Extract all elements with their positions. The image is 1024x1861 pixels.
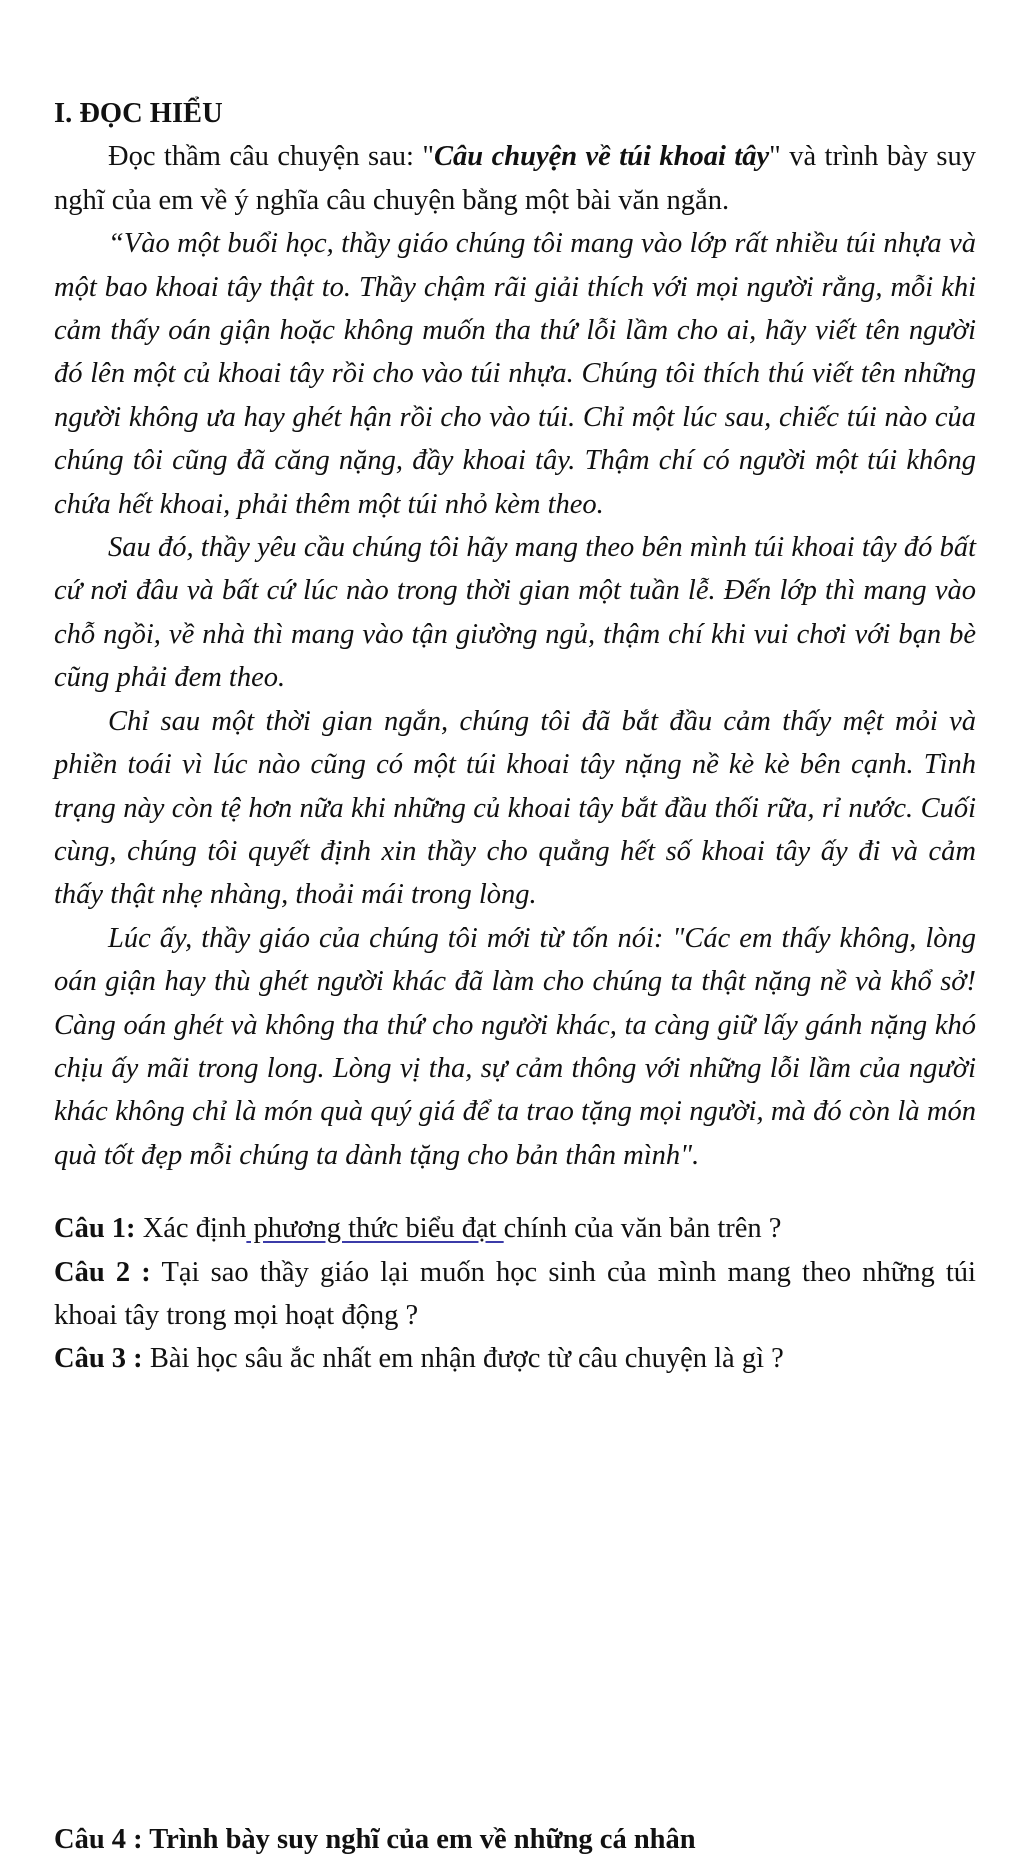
intro-text-before: Đọc thầm câu chuyện sau: " xyxy=(108,141,435,173)
intro-text-after: " và trình bày suy nghĩ của em về ý nghĩa câu chuyện bằng một bài văn ngắn. xyxy=(54,141,976,216)
question-1-underlined-text: phương thức biểu đạt xyxy=(246,1213,504,1245)
story-paragraph-2: Sau đó, thầy yêu cầu chúng tôi hãy mang theo bên mình túi khoai tây đó bất cứ nơi đâu và bất cứ lúc nào trong thời gian một tuần lễ. Đến lớp thì mang vào chỗ ngồi, về nhà thì mang vào tận giường ngủ, thậm chí khi vui chơi với bạn bè cũng phải đem theo. xyxy=(54,532,976,694)
question-2-label: Câu 2 : xyxy=(54,1256,151,1288)
question-3-label: Câu 3 : xyxy=(54,1343,143,1375)
question-2 xyxy=(54,1251,976,1338)
document-page xyxy=(54,92,976,1381)
question-1-text-before: Xác định xyxy=(135,1213,247,1245)
question-1-label: Câu 1: xyxy=(54,1213,136,1245)
question-1 xyxy=(54,1207,976,1250)
section-heading: I. ĐỌC HIỂU xyxy=(54,98,223,129)
question-2-text: Tại sao thầy giáo lại muốn học sinh của mình mang theo những túi khoai tây trong mọi hoạt động ? xyxy=(54,1256,976,1331)
cut-off-question-4 xyxy=(54,1818,976,1855)
cut-off-text: Câu 4 : Trình bày suy nghĩ của em về những cá nhân xyxy=(54,1824,696,1855)
intro-paragraph xyxy=(54,135,976,222)
question-1-text-after: chính của văn bản trên ? xyxy=(503,1213,782,1245)
question-3 xyxy=(54,1337,976,1380)
story-paragraph-4: Lúc ấy, thầy giáo của chúng tôi mới từ tốn nói: "Các em thấy không, lòng oán giận hay thù ghét người khác đã làm cho chúng ta thật nặng nề và khổ sở! Càng oán ghét và không tha thứ cho người khác, ta càng giữ lấy gánh nặng khó chịu ấy mãi trong long. Lòng vị tha, sự cảm thông với những lỗi lầm của người khác không chỉ là món quà quý giá để ta trao tặng mọi người, mà đó còn là món quà tốt đẹp mỗi chúng ta dành tặng cho bản thân mình". xyxy=(54,922,976,1171)
question-3-text: Bài học sâu ắc nhất em nhận được từ câu chuyện là gì ? xyxy=(142,1343,784,1375)
story-paragraph-3: Chỉ sau một thời gian ngắn, chúng tôi đã bắt đầu cảm thấy mệt mỏi và phiền toái vì lúc nào cũng có một túi khoai tây nặng nề kè kè bên cạnh. Tình trạng này còn tệ hơn nữa khi những củ khoai tây bắt đầu thối rữa, rỉ nước. Cuối cùng, chúng tôi quyết định xin thầy cho quẳng hết số khoai tây ấy đi và cảm thấy thật nhẹ nhàng, thoải mái trong lòng. xyxy=(54,705,976,911)
story-paragraph-1: “Vào một buổi học, thầy giáo chúng tôi mang vào lớp rất nhiều túi nhựa và một bao khoai tây thật to. Thầy chậm rãi giải thích với mọi người rằng, mỗi khi cảm thấy oán giận hoặc không muốn tha thứ lỗi lầm cho ai, hãy viết tên người đó lên một củ khoai tây rồi cho vào túi nhựa. Chúng tôi thích thú viết tên những người không ưa hay ghét hận rồi cho vào túi. Chỉ một lúc sau, chiếc túi nào của chúng tôi cũng đã căng nặng, đầy khoai tây. Thậm chí có người một túi không chứa hết khoai, phải thêm một túi nhỏ kèm theo. xyxy=(54,228,976,520)
story-title: Câu chuyện về túi khoai tây xyxy=(434,141,770,173)
